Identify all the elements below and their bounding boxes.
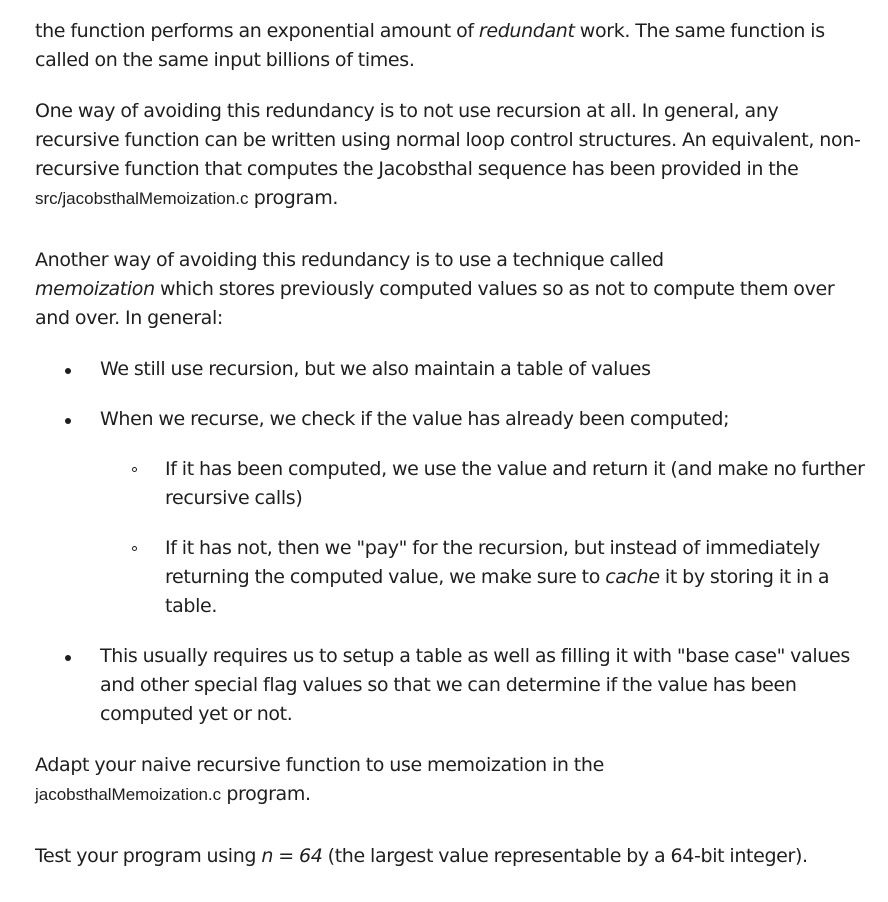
list-item: This usually requires us to setup a table as well as filling it with "base case" values and other special flag values so that we can determine if the value has been computed yet or not.: [35, 642, 865, 729]
code-filename: src/jacobsthalMemoization.c: [35, 189, 249, 208]
bullet-icon: [65, 418, 71, 424]
sub-list-item: If it has been computed, we use the value and return it (and make no further recursive calls): [100, 455, 865, 513]
bullet-icon: [65, 655, 71, 661]
emphasis-memoization: memoization: [35, 278, 155, 300]
emphasis-n-64: n = 64: [261, 845, 323, 867]
paragraph-test-program: Test your program using n = 64 (the largest value representable by a 64-bit integer).: [35, 845, 808, 867]
paragraph-memoization-intro: Another way of avoiding this redundancy is to use a technique called memoization which stores previously computed values so as not to compute them over and over. In general:: [35, 249, 835, 329]
code-filename: jacobsthalMemoization.c: [35, 785, 222, 804]
list-item: We still use recursion, but we also maintain a table of values: [35, 355, 865, 384]
bullet-icon: [65, 368, 71, 374]
emphasis-redundant: redundant: [478, 20, 575, 42]
memoization-substeps-list: [100, 455, 865, 621]
document-body: [35, 17, 865, 871]
memoization-steps-list: [35, 355, 865, 729]
list-item: When we recurse, we check if the value has already been computed; If it has been computed, we use the value and return it (and make no further recursive calls) If it has not, then we "pay" for the recursion, but instead of immediately returning the computed value, we make sure to cache it by storing it in a table.: [35, 405, 865, 621]
circle-bullet-icon: [132, 546, 137, 551]
paragraph-adapt-function: Adapt your naive recursive function to use memoization in the jacobsthalMemoization.c program.: [35, 754, 604, 805]
sub-list-item: If it has not, then we "pay" for the recursion, but instead of immediately returning the computed value, we make sure to cache it by storing it in a table.: [100, 534, 865, 621]
paragraph-redundant-work: the function performs an exponential amount of redundant work. The same function is called on the same input billions of times.: [35, 20, 825, 71]
emphasis-cache: cache: [605, 566, 660, 588]
circle-bullet-icon: [132, 467, 137, 472]
paragraph-avoid-recursion: One way of avoiding this redundancy is to not use recursion at all. In general, any recursive function can be written using normal loop control structures. An equivalent, non-recursive function that computes the Jacobsthal sequence has been provided in the src/jacobsthalMemoization.c program.: [35, 100, 861, 209]
